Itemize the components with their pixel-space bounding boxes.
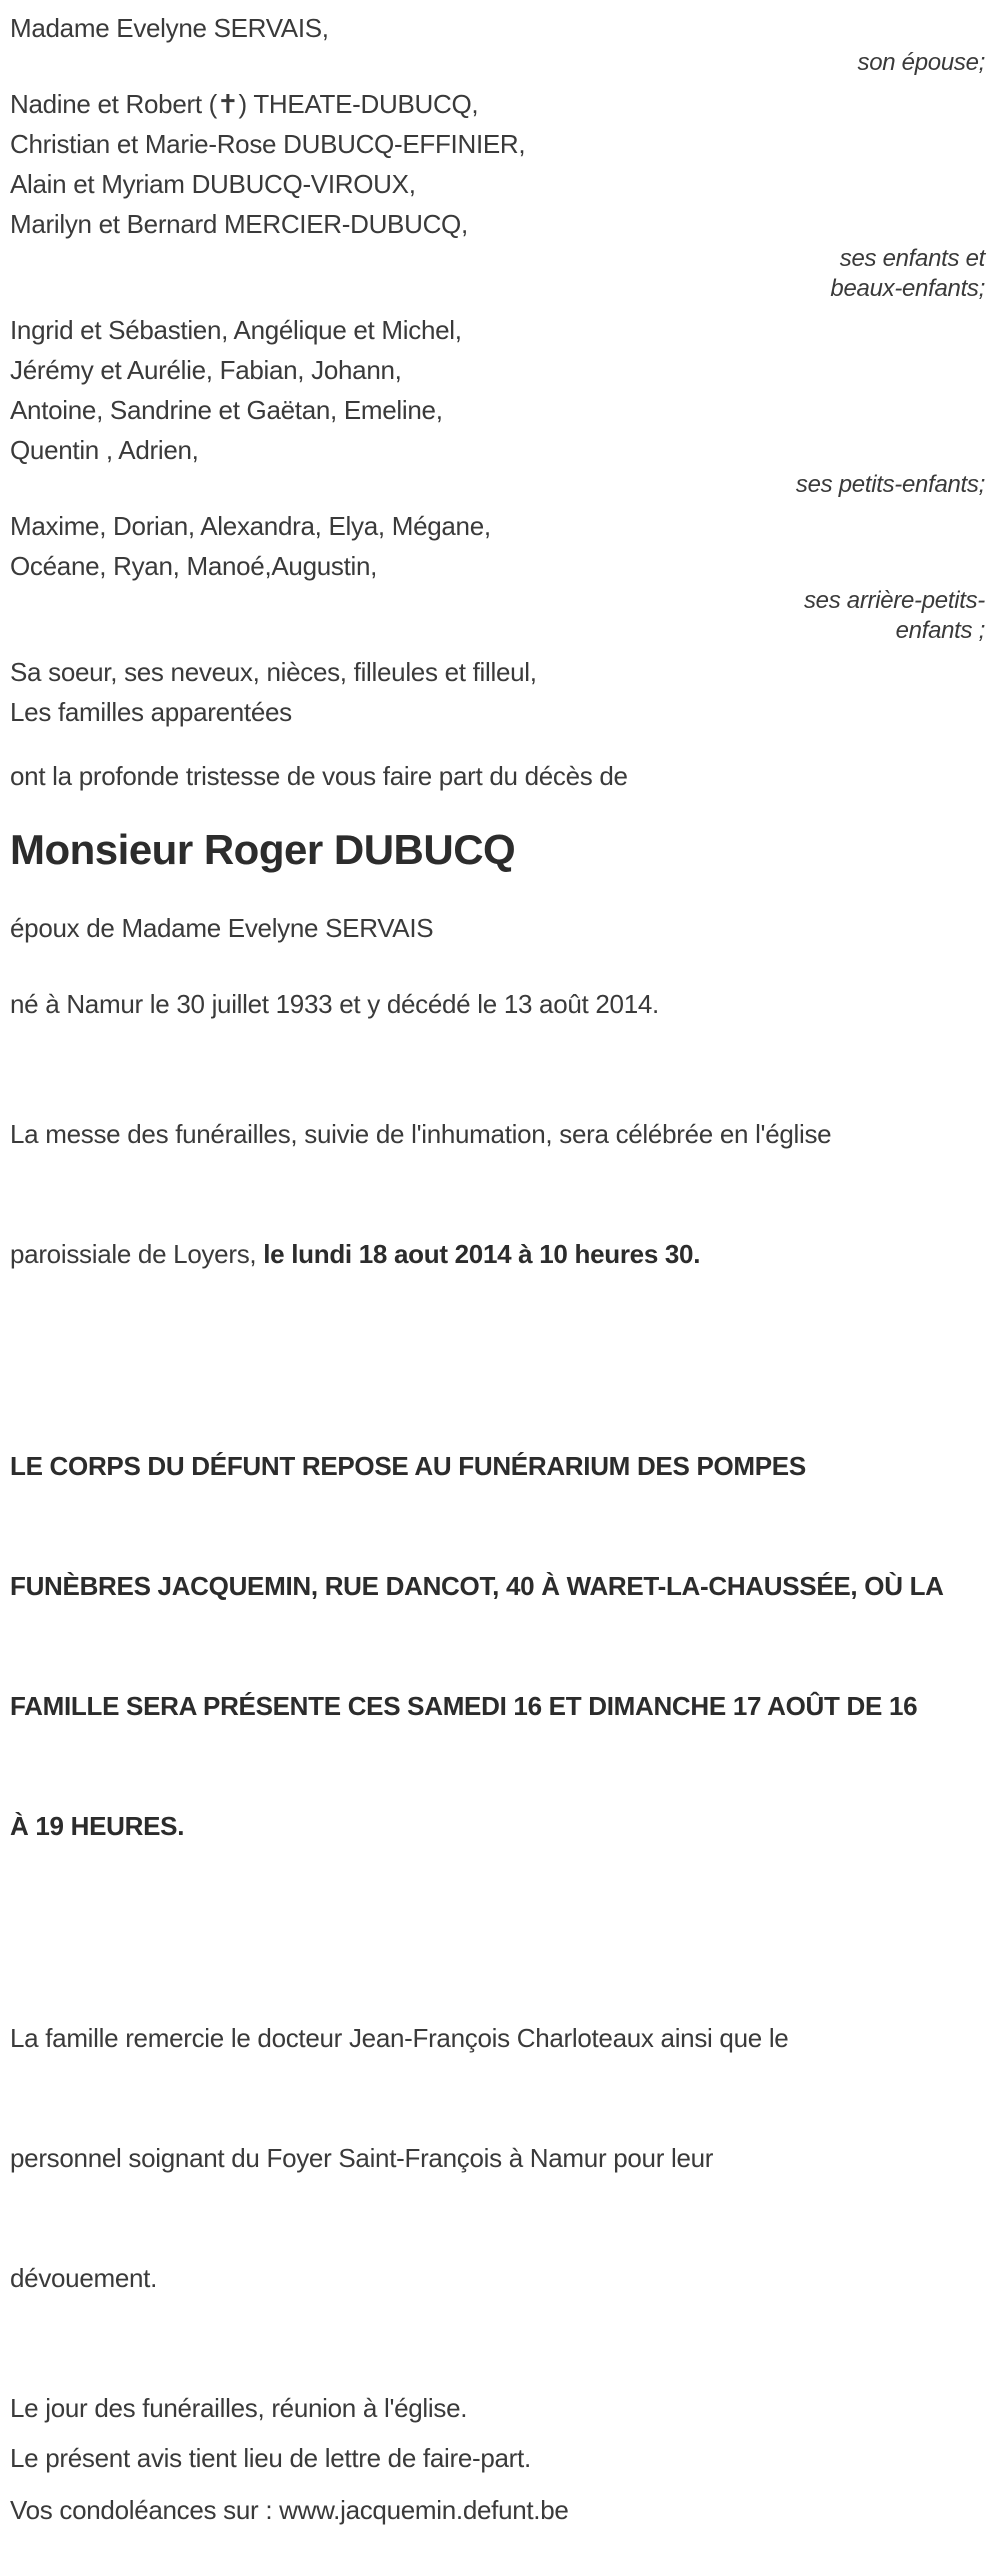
mass-line1: La messe des funérailles, suivie de l'inhumation, sera célébrée en l'église bbox=[10, 1119, 832, 1149]
spouse-line: époux de Madame Evelyne SERVAIS bbox=[10, 913, 434, 943]
mass-paragraph bbox=[10, 1034, 985, 1354]
deceased-name: Monsieur Roger DUBUCQ bbox=[10, 826, 516, 873]
funeral-day-line: Le jour des funérailles, réunion à l'église. bbox=[10, 2393, 468, 2423]
relation-label: beaux-enfants; bbox=[830, 275, 985, 302]
mourner-group-children bbox=[10, 84, 985, 304]
faire-part-line: Le présent avis tient lieu de lettre de faire-part. bbox=[10, 2443, 531, 2473]
relation-label: enfants ; bbox=[895, 617, 985, 644]
mourner-name-line: Quentin , Adrien, bbox=[10, 435, 199, 465]
relation-label: ses arrière-petits- bbox=[803, 587, 985, 614]
mourner-name-line: Madame Evelyne SERVAIS, bbox=[10, 13, 329, 43]
condolences-url: www.jacquemin.defunt.be bbox=[279, 2495, 569, 2525]
repose-paragraph bbox=[10, 1366, 985, 1926]
mourner-group-grandchildren bbox=[10, 310, 985, 500]
thanks-line: dévouement. bbox=[10, 2263, 158, 2293]
mourner-name-line: Jérémy et Aurélie, Fabian, Johann, bbox=[10, 355, 402, 385]
condolences-line bbox=[10, 2490, 985, 2530]
relation-label: son épouse; bbox=[857, 49, 985, 76]
mourner-name-line: Nadine et Robert (✝) THEATE-DUBUCQ, bbox=[10, 89, 479, 119]
mourner-name-line: Océane, Ryan, Manoé,Augustin, bbox=[10, 551, 378, 581]
thanks-line: personnel soignant du Foyer Saint-François à Namur pour leur bbox=[10, 2143, 714, 2173]
relation-label: ses petits-enfants; bbox=[795, 471, 985, 498]
mourner-name-line: Christian et Marie-Rose DUBUCQ-EFFINIER, bbox=[10, 129, 526, 159]
mourner-name-line: Les familles apparentées bbox=[10, 697, 292, 727]
mourner-name-line: Alain et Myriam DUBUCQ-VIROUX, bbox=[10, 169, 416, 199]
repose-line: FAMILLE SERA PRÉSENTE CES SAMEDI 16 ET DIMANCHE 17 AOÛT DE 16 bbox=[10, 1691, 918, 1721]
thanks-paragraph bbox=[10, 1938, 985, 2378]
mourner-name-line: Antoine, Sandrine et Gaëtan, Emeline, bbox=[10, 395, 443, 425]
mass-line2-bold: le lundi 18 aout 2014 à 10 heures 30. bbox=[263, 1239, 701, 1269]
announcement-line: ont la profonde tristesse de vous faire part du décès de bbox=[10, 761, 628, 791]
repose-line: FUNÈBRES JACQUEMIN, RUE DANCOT, 40 À WARET-LA-CHAUSSÉE, OÙ LA bbox=[10, 1571, 944, 1601]
repose-line: À 19 HEURES. bbox=[10, 1811, 185, 1841]
mourner-name-line: Sa soeur, ses neveux, nièces, filleules et filleul, bbox=[10, 657, 537, 687]
mass-line2 bbox=[10, 1234, 985, 1274]
mourner-group-great-grandchildren bbox=[10, 506, 985, 646]
mourner-name-line: Maxime, Dorian, Alexandra, Elya, Mégane, bbox=[10, 511, 491, 541]
mourner-name-line: Ingrid et Sébastien, Angélique et Michel, bbox=[10, 315, 462, 345]
mourner-name-line: Marilyn et Bernard MERCIER-DUBUCQ, bbox=[10, 209, 468, 239]
mass-line2-regular: paroissiale de Loyers, bbox=[10, 1239, 264, 1269]
thanks-line: La famille remercie le docteur Jean-François Charloteaux ainsi que le bbox=[10, 2023, 789, 2053]
relation-label: ses enfants et bbox=[839, 245, 985, 272]
repose-line: LE CORPS DU DÉFUNT REPOSE AU FUNÉRARIUM DES POMPES bbox=[10, 1451, 806, 1481]
mourner-group-extended-family bbox=[10, 652, 985, 732]
mourner-group-spouse bbox=[10, 8, 985, 78]
birth-death-line: né à Namur le 30 juillet 1933 et y décédé le 13 août 2014. bbox=[10, 989, 659, 1019]
condolences-label: Vos condoléances sur : bbox=[10, 2495, 280, 2525]
